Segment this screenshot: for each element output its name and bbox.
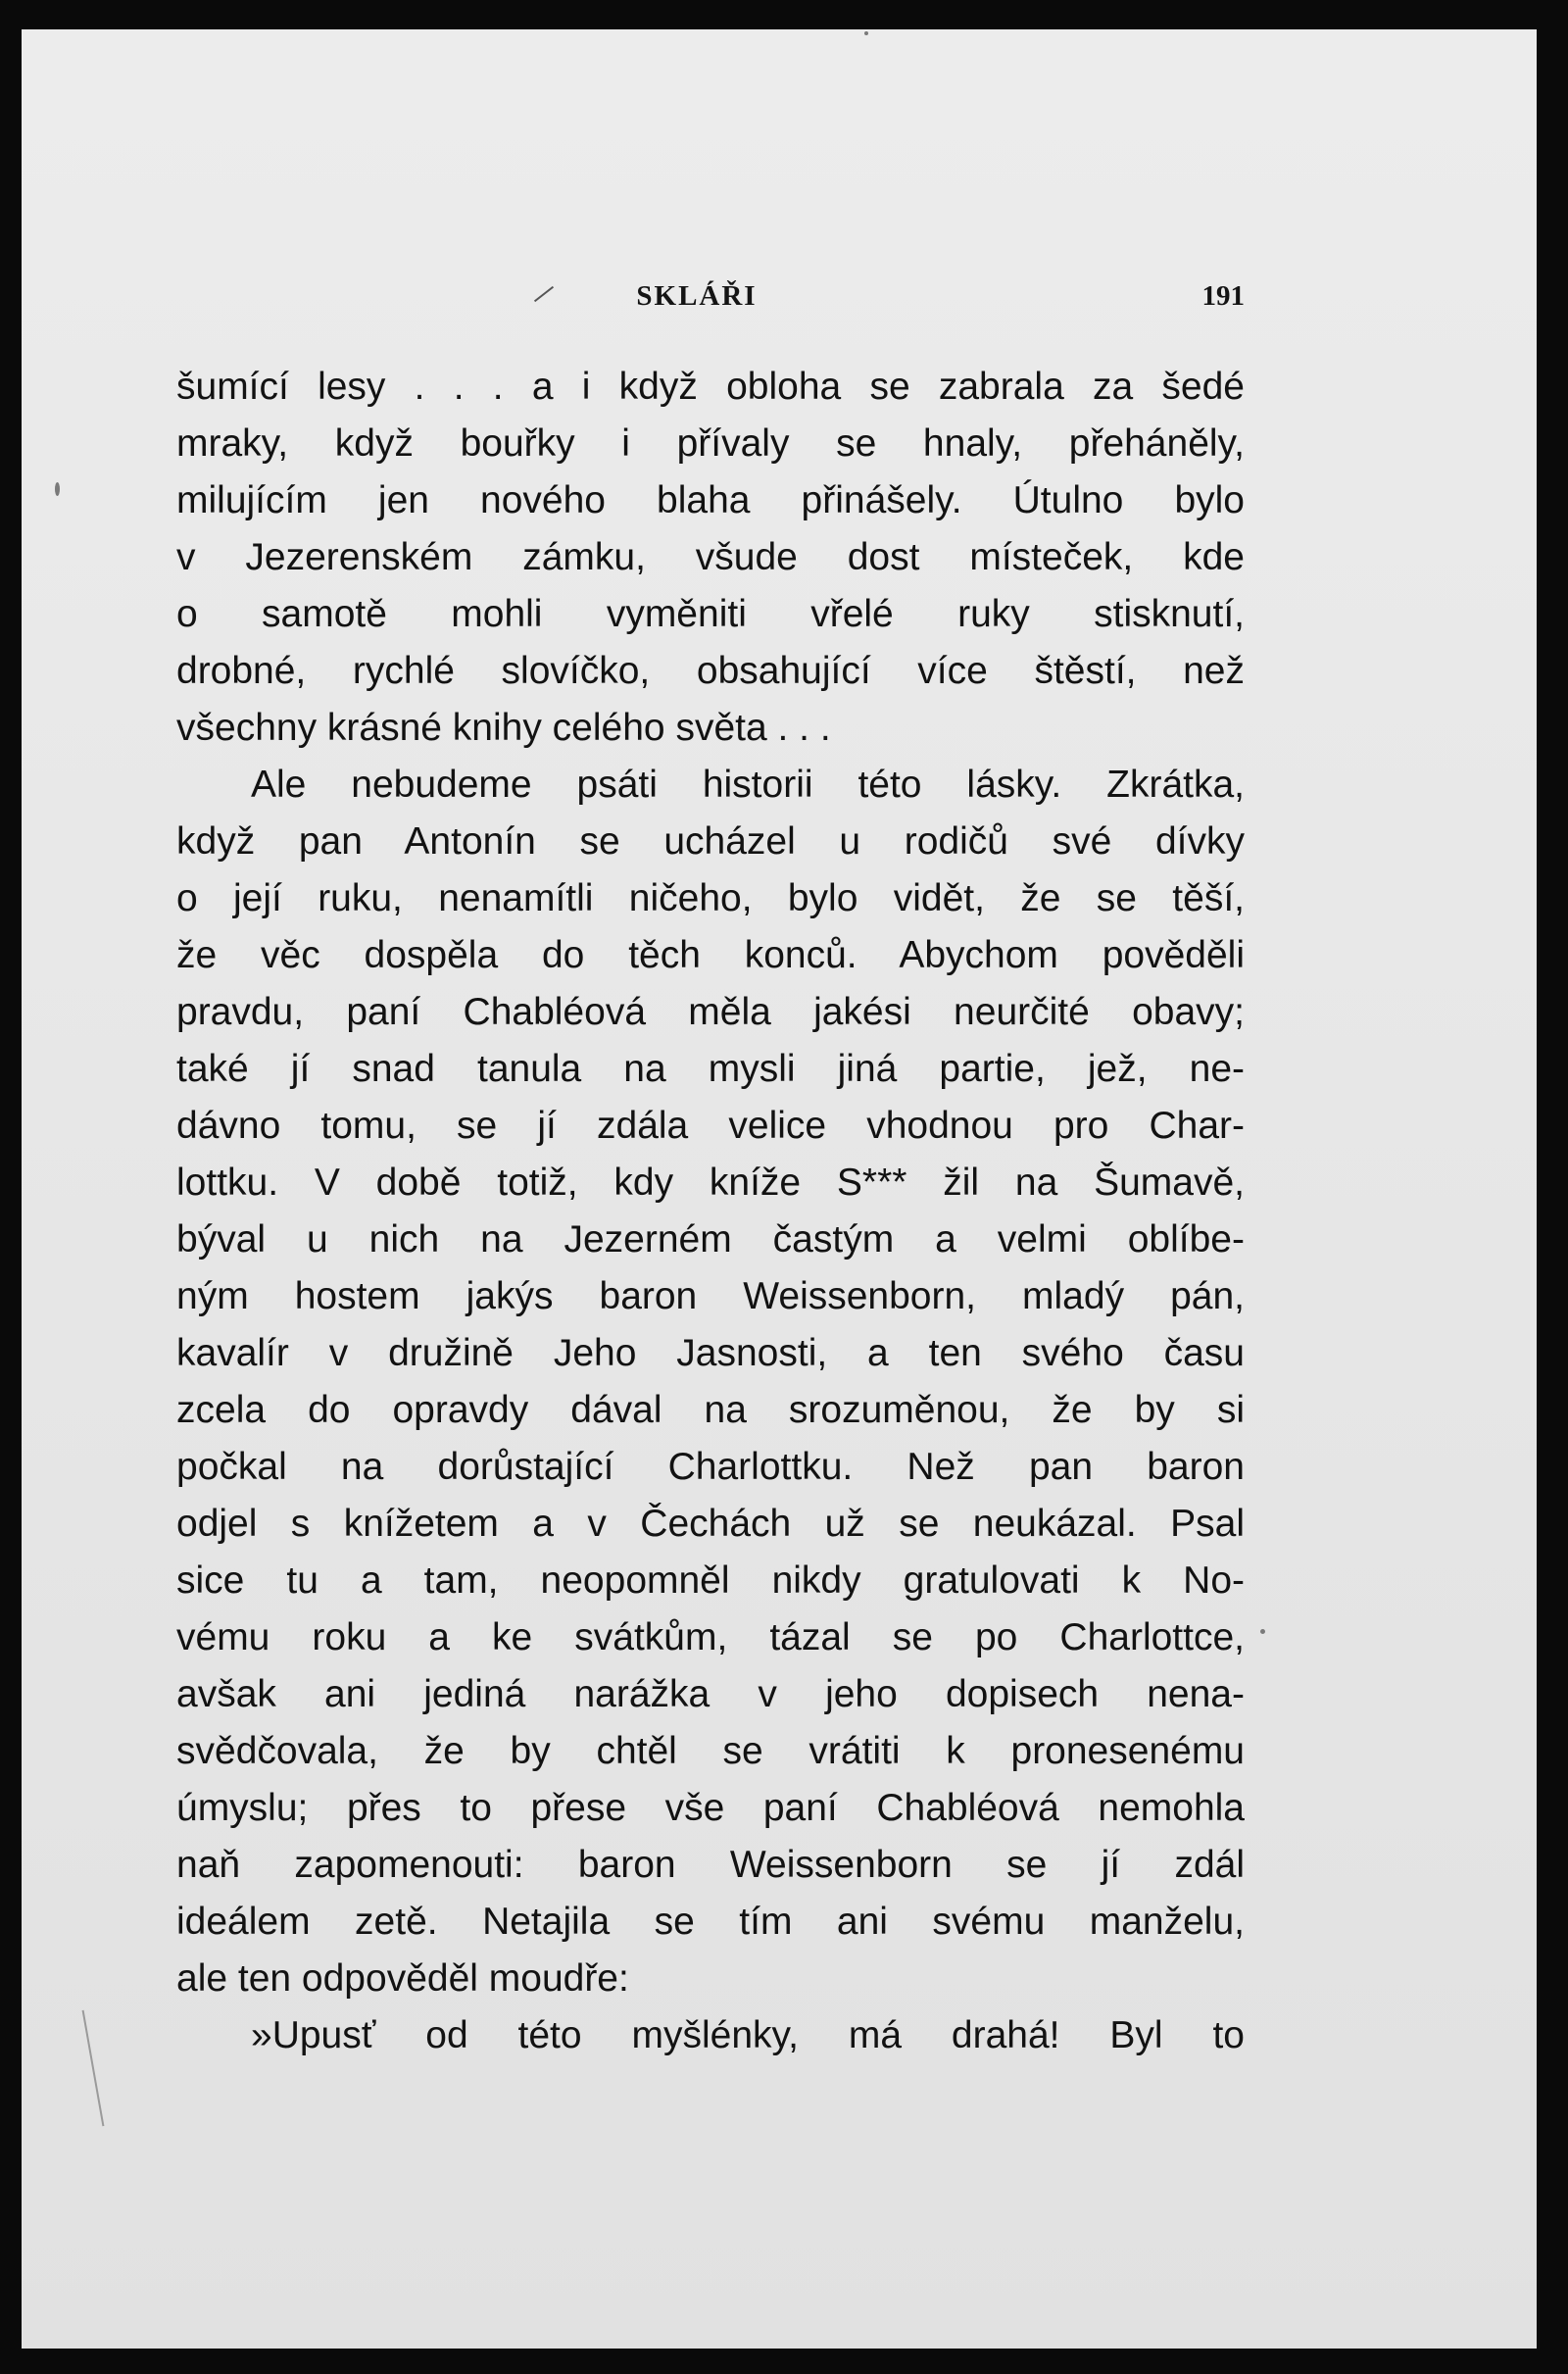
text-line: ným hostem jakýs baron Weissenborn, mladý pán,	[176, 1275, 1245, 1317]
dust-speck	[864, 31, 868, 35]
text-line: zcela do opravdy dával na srozuměnou, že by si	[176, 1389, 1245, 1431]
text-line: když pan Antonín se ucházel u rodičů své dívky	[176, 820, 1245, 863]
text-line: lottku. V době totiž, kdy kníže S*** žil na Šumavě,	[176, 1162, 1245, 1204]
text-line: také jí snad tanula na mysli jiná partie, jež, ne-	[176, 1048, 1245, 1090]
text-line: o její ruku, nenamítli ničeho, bylo vidět, že se těší,	[176, 877, 1245, 919]
dust-speck	[55, 482, 60, 496]
text-line: Ale nebudeme psáti historii této lásky. Zkrátka,	[251, 764, 1245, 806]
text-line: úmyslu; přes to přese vše paní Chabléová nemohla	[176, 1787, 1245, 1829]
text-line: že věc dospěla do těch konců. Abychom pověděli	[176, 934, 1245, 976]
text-line: mraky, když bouřky i přívaly se hnaly, přeháněly,	[176, 422, 1245, 465]
text-line: vému roku a ke svátkům, tázal se po Charlottce,	[176, 1616, 1245, 1658]
text-line: drobné, rychlé slovíčko, obsahující více štěstí, než	[176, 650, 1245, 692]
dust-speck	[1260, 1629, 1265, 1634]
page-number: 191	[1201, 280, 1245, 312]
text-line: pravdu, paní Chabléová měla jakési neurčité obavy;	[176, 991, 1245, 1033]
text-line: avšak ani jediná narážka v jeho dopisech nena-	[176, 1673, 1245, 1715]
text-line: odjel s knížetem a v Čechách už se neukázal. Psal	[176, 1503, 1245, 1545]
text-line: všechny krásné knihy celého světa . . .	[176, 707, 831, 749]
page-header	[149, 276, 1245, 316]
running-title: SKLÁŘI	[636, 280, 758, 312]
scan-scratch	[82, 2010, 105, 2127]
text-line: ideálem zetě. Netajila se tím ani svému manželu,	[176, 1901, 1245, 1943]
text-line: naň zapomenouti: baron Weissenborn se jí zdál	[176, 1844, 1245, 1886]
text-line: kavalír v družině Jeho Jasnosti, a ten svého času	[176, 1332, 1245, 1374]
text-line: svědčovala, že by chtěl se vrátiti k pronesenému	[176, 1730, 1245, 1772]
text-line: milujícím jen nového blaha přinášely. Útulno bylo	[176, 479, 1245, 521]
text-line: býval u nich na Jezerném častým a velmi oblíbe-	[176, 1218, 1245, 1261]
text-line: šumící lesy . . . a i když obloha se zabrala za šedé	[176, 366, 1245, 408]
text-line: sice tu a tam, neopomněl nikdy gratulovati k No-	[176, 1559, 1245, 1602]
text-line: počkal na dorůstající Charlottku. Než pan baron	[176, 1446, 1245, 1488]
text-line: o samotě mohli vyměniti vřelé ruky stisknutí,	[176, 593, 1245, 635]
text-line: v Jezerenském zámku, všude dost místeček, kde	[176, 536, 1245, 578]
text-line: dávno tomu, se jí zdála velice vhodnou pro Char-	[176, 1105, 1245, 1147]
paper-sheet	[22, 29, 1537, 2349]
text-line: ale ten odpověděl moudře:	[176, 1957, 629, 2000]
body-text	[176, 359, 1245, 2064]
text-line: »Upusť od této myšlénky, má drahá! Byl to	[251, 2014, 1245, 2056]
